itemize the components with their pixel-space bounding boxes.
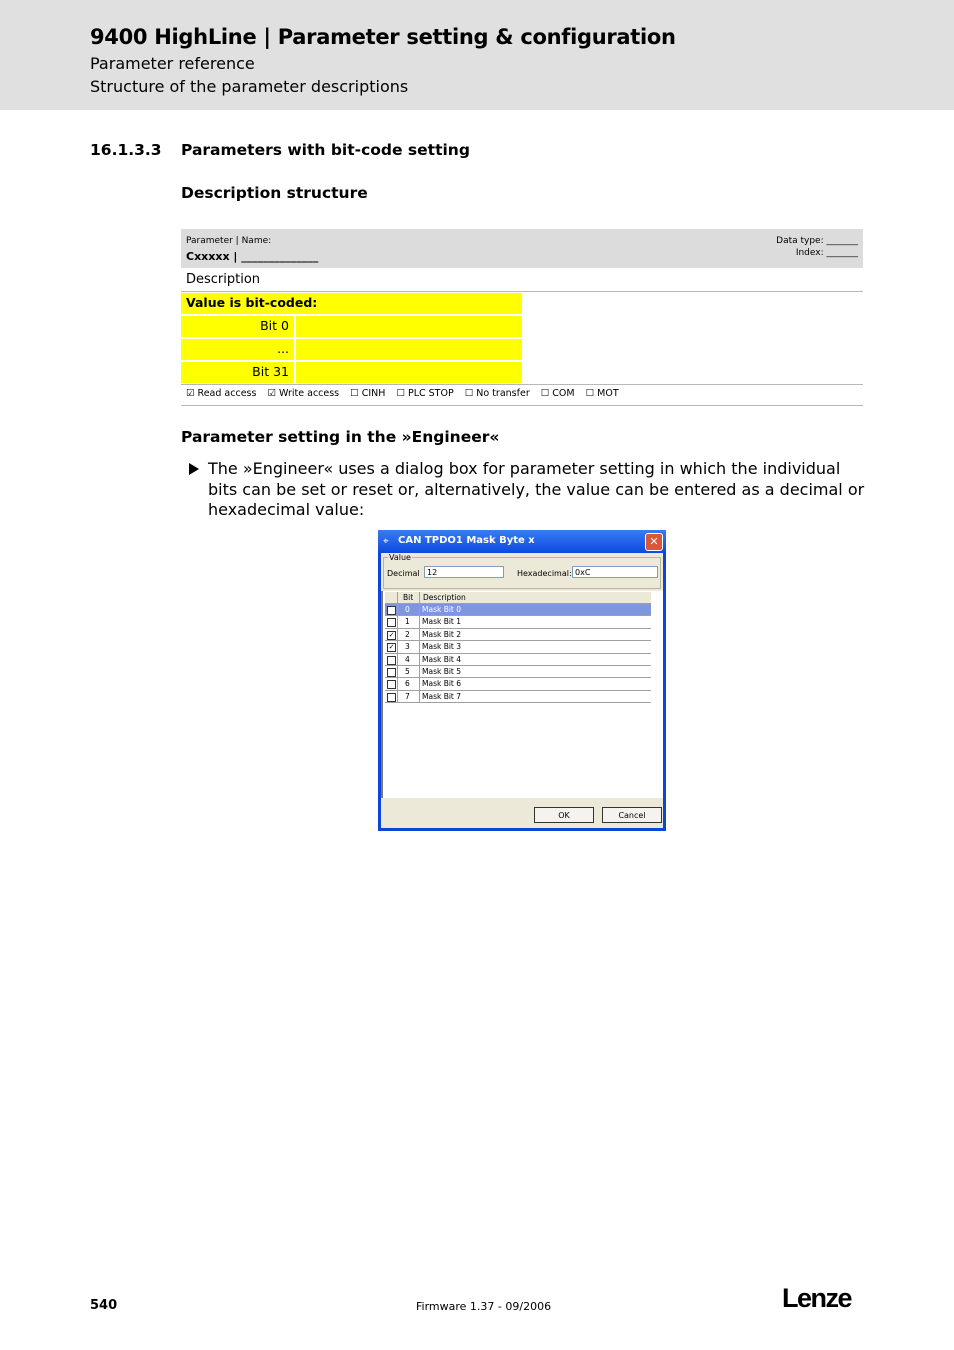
decimal-input[interactable]: 12 (424, 566, 504, 578)
flag-cinh: ☐ CINH (350, 388, 386, 399)
divider (181, 291, 863, 292)
bit-description: Mask Bit 4 (422, 654, 462, 664)
bit-cell (181, 339, 294, 360)
bit-label: Bit 0 (260, 318, 289, 333)
bit-number: 5 (405, 667, 410, 676)
list-item[interactable] (385, 604, 651, 616)
page-number: 540 (90, 1298, 118, 1313)
list-item[interactable] (385, 654, 651, 666)
bit-description: Mask Bit 6 (422, 679, 462, 689)
bit-number: 6 (405, 679, 410, 689)
bit-value-cell (296, 316, 522, 337)
header-subtitle-2: Structure of the parameter descriptions (90, 77, 409, 96)
bit-list[interactable] (381, 591, 663, 798)
description-heading: Description structure (181, 184, 368, 202)
bit-number: 3 (405, 642, 410, 652)
bit-checkbox[interactable] (387, 680, 396, 689)
close-icon[interactable]: ✕ (645, 533, 663, 551)
bit-description: Mask Bit 5 (422, 667, 462, 676)
ok-button[interactable]: OK (534, 807, 594, 823)
bit-label: ... (277, 341, 289, 356)
bit-description: Mask Bit 0 (422, 605, 462, 614)
table-header-bar (181, 229, 863, 268)
col-bit-header: Bit (403, 593, 414, 602)
section-title: Parameters with bit-code setting (181, 141, 470, 159)
app-icon: ⌖ (383, 536, 389, 547)
bit-number: 7 (405, 691, 410, 701)
bitcoded-header-cell (181, 293, 522, 314)
divider (181, 384, 863, 385)
bit-number: 1 (405, 617, 410, 627)
parameter-description-table (181, 229, 863, 406)
bullet-arrow-icon (189, 463, 199, 475)
decimal-label: Decimal (387, 569, 420, 578)
flag-write-access: ☑ Write access (267, 388, 340, 399)
bit-checkbox[interactable] (387, 618, 396, 627)
bit-checkbox[interactable]: ✓ (388, 630, 395, 639)
bitcoded-label: Value is bit-coded: (186, 295, 318, 310)
dialog-window (378, 530, 666, 831)
lenze-logo: Lenze (782, 1283, 852, 1313)
engineer-heading: Parameter setting in the »Engineer« (181, 428, 500, 446)
list-item[interactable] (385, 691, 651, 703)
bit-checkbox[interactable] (387, 668, 396, 677)
bit-number: 2 (405, 629, 410, 639)
bit-checkbox[interactable] (387, 606, 396, 615)
parameter-code: Cxxxxx | ______________ (186, 250, 319, 263)
hex-label: Hexadecimal: (517, 569, 572, 578)
list-item[interactable] (385, 616, 651, 628)
hex-input[interactable]: 0xC (572, 566, 658, 578)
list-item[interactable] (385, 678, 651, 690)
bit-description: Mask Bit 2 (422, 629, 462, 639)
bit-checkbox[interactable] (387, 656, 396, 665)
bit-cell (181, 362, 294, 383)
bit-list-header (385, 592, 651, 604)
page-header (0, 0, 954, 110)
description-label: Description (186, 272, 261, 287)
bit-label: Bit 31 (252, 364, 289, 379)
bit-value-cell (296, 339, 522, 360)
parameter-name-label: Parameter | Name: (186, 236, 272, 246)
bit-number: 0 (405, 605, 410, 614)
dialog-title: CAN TPDO1 Mask Byte x (398, 535, 535, 546)
col-description-header: Description (423, 593, 466, 602)
bit-checkbox[interactable]: ✓ (388, 643, 395, 652)
list-item[interactable] (385, 666, 651, 678)
value-group-label: Value (389, 553, 411, 562)
firmware-version: Firmware 1.37 - 09/2006 (416, 1300, 552, 1313)
bit-description: Mask Bit 1 (422, 617, 462, 627)
section-number: 16.1.3.3 (90, 141, 162, 159)
access-flags (186, 388, 627, 399)
list-item[interactable] (385, 629, 651, 641)
divider (181, 405, 863, 406)
page-title: 9400 HighLine | Parameter setting & configuration (90, 25, 676, 49)
index-label: Index: _______ (795, 248, 858, 258)
flag-com: ☐ COM (540, 388, 575, 399)
list-item[interactable] (385, 641, 651, 653)
bit-description: Mask Bit 3 (422, 642, 462, 652)
flag-mot: ☐ MOT (585, 388, 619, 399)
dialog-titlebar[interactable] (378, 530, 666, 553)
bit-number: 4 (405, 654, 410, 664)
engineer-paragraph: The »Engineer« uses a dialog box for parameter setting in which the individual bits can be set or reset or, alternatively, the value can be entered as a decimal or hexadecimal value: (208, 459, 865, 519)
bit-value-cell (296, 362, 522, 383)
dialog-body (381, 553, 663, 828)
header-subtitle-1: Parameter reference (90, 54, 255, 73)
cancel-button[interactable]: Cancel (602, 807, 662, 823)
flag-plc-stop: ☐ PLC STOP (396, 388, 454, 399)
bit-cell (181, 316, 294, 337)
data-type-label: Data type: _______ (776, 236, 858, 246)
flag-no-transfer: ☐ No transfer (464, 388, 530, 399)
flag-read-access: ☑ Read access (186, 388, 257, 399)
bit-description: Mask Bit 7 (422, 691, 462, 701)
bit-checkbox[interactable] (387, 693, 396, 702)
